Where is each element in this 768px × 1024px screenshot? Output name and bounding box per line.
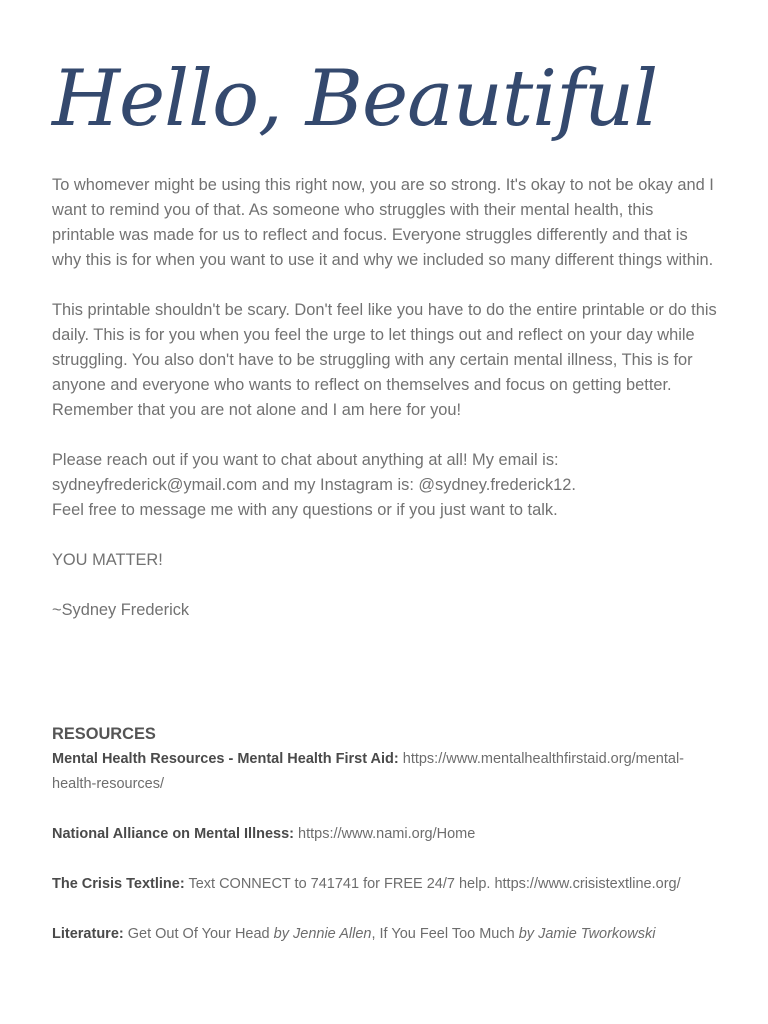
resource-nami-label: National Alliance on Mental Illness: — [52, 826, 294, 842]
book-1-title: Get Out Of Your Head — [127, 926, 270, 942]
contact-paragraph — [52, 448, 720, 523]
contact-line-2: sydneyfrederick@ymail.com and my Instagram is: @sydney.frederick12. — [52, 476, 576, 494]
book-2-author: by Jamie Tworkowski — [518, 926, 656, 942]
resource-nami — [52, 822, 720, 847]
signature: ~Sydney Frederick — [52, 601, 190, 619]
reassurance-paragraph: This printable shouldn't be scary. Don't feel like you have to do the entire printable or do this daily. This is for you when you feel the urge to let things out and reflect on your day while struggling. You also don't have to be struggling with any certain mental illness, This is for anyone and everyone who wants to reflect on themselves and focus on getting better. Remember that you are not alone and I am here for you! — [52, 301, 717, 419]
you-matter-text: YOU MATTER! — [52, 551, 163, 569]
resource-crisis-link[interactable]: https://www.crisistextline.org/ — [494, 876, 681, 892]
book-2-title: If You Feel Too Much — [379, 926, 515, 942]
resource-mhfa-label: Mental Health Resources - Mental Health First Aid: — [52, 751, 399, 767]
resources-section — [52, 722, 720, 972]
resources-heading: RESOURCES — [52, 725, 156, 743]
resource-mhfa-link[interactable]: https://www.mentalhealthfirstaid.org/mental-health-resources/ — [52, 751, 685, 792]
resource-crisis-label: The Crisis Textline: — [52, 876, 185, 892]
page-title: Hello, Beautiful — [52, 54, 658, 144]
resource-crisis — [52, 872, 720, 897]
resource-literature — [52, 922, 720, 947]
book-separator: , — [371, 926, 376, 942]
contact-line-1: Please reach out if you want to chat about anything at all! My email is: — [52, 451, 559, 469]
resource-nami-link[interactable]: https://www.nami.org/Home — [298, 826, 476, 842]
book-1-author: by Jennie Allen — [273, 926, 372, 942]
resource-mhfa — [52, 747, 720, 797]
contact-line-3: Feel free to message me with any questions or if you just want to talk. — [52, 501, 558, 519]
resource-crisis-text: Text CONNECT to 741741 for FREE 24/7 help. — [188, 876, 491, 892]
resource-literature-label: Literature: — [52, 926, 124, 942]
intro-paragraph: To whomever might be using this right now, you are so strong. It's okay to not be okay and I want to remind you of that. As someone who struggles with their mental health, this printable was made for us to reflect and focus. Everyone struggles differently and that is why this is for when you want to use it and why we included so many different things within. — [52, 176, 714, 269]
letter-body — [52, 173, 720, 648]
